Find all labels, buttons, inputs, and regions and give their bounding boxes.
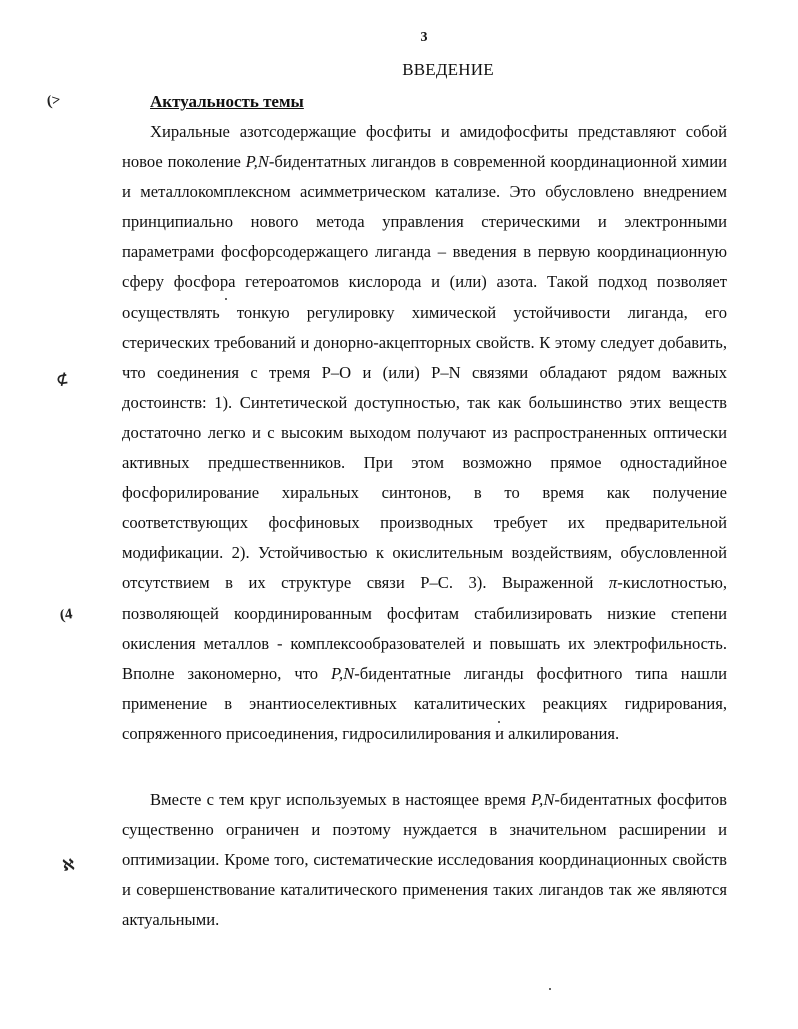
paragraph-relevance	[122, 117, 727, 749]
page-number: 3	[420, 30, 428, 45]
text-run: -бидентатные лиганды фосфитного типа нашли применение в энантиоселективных каталитических реакциях гидрирования, сопряженного присоединения, гидросилилирования и алкилирования.	[122, 663, 727, 743]
text-run: -бидентатных лигандов в современной координационной химии и металлокомплексном асимметрическом катализе. Это обусловлено внедрением принципиально нового метода управления стерическими и электронными параметрами фосфорсодержащего лиганда – введения в первую координационную сферу фосфора гетероатомов кислорода и (или) азота. Такой подход позволяет осуществлять тонкую регулировку химической устойчивости лиганда, его стерических требований и донорно-акцепторных свойств. К этому следует добавить, что соединения с тремя P–O и (или) P–N связями обладают рядом важных достоинств: 1). Синтетической доступностью, так как большинство этих веществ достаточно легко и с высоким выходом получают из распространенных оптически активных предшественников. При этом возможно прямое одностадийное фосфорилирование хиральных синтонов, в то время как получение соответствующих фосфиновых производных требует их предварительной модификации. 2). Устойчивостью к окислительным воздействиям, обусловленной отсутствием в их структуре связи P–C. 3). Выраженной	[122, 152, 727, 593]
margin-handwritten-mark: (>	[45, 92, 62, 110]
page-title: ВВЕДЕНИЕ	[402, 60, 494, 79]
margin-handwritten-mark: (4	[58, 606, 74, 624]
paragraph-conclusion	[122, 785, 727, 935]
italic-term: P,N	[531, 790, 555, 809]
text-run: Хиральные азотсодержащие фосфиты и амидофосфиты представляют собой новое поколение	[122, 122, 727, 172]
margin-handwritten-mark: ℵ	[62, 857, 76, 875]
scan-speck	[225, 298, 227, 300]
text-run: Вместе с тем круг используемых в настоящее время	[150, 790, 532, 809]
text-run: -кислотностью, позволяющей координированным фосфитам стабилизировать низкие степени окисления металлов - комплексообразователей и повышать их электрофильность. Вполне закономерно, что	[122, 573, 727, 683]
scan-speck	[549, 988, 551, 990]
margin-handwritten-mark: ⊄	[55, 371, 70, 389]
italic-term: P,N	[245, 152, 269, 172]
text-run: -бидентатных фосфитов существенно ограничен и поэтому нуждается в значительном расширении и оптимизации. Кроме того, систематические исследования координационных свойств и совершенствование каталитического применения таких лигандов так же являются актуальными.	[122, 790, 728, 930]
italic-term: π	[608, 573, 618, 593]
scan-speck	[498, 721, 500, 723]
italic-term: P,N	[331, 663, 355, 683]
section-heading: Актуальность темы	[150, 92, 304, 111]
